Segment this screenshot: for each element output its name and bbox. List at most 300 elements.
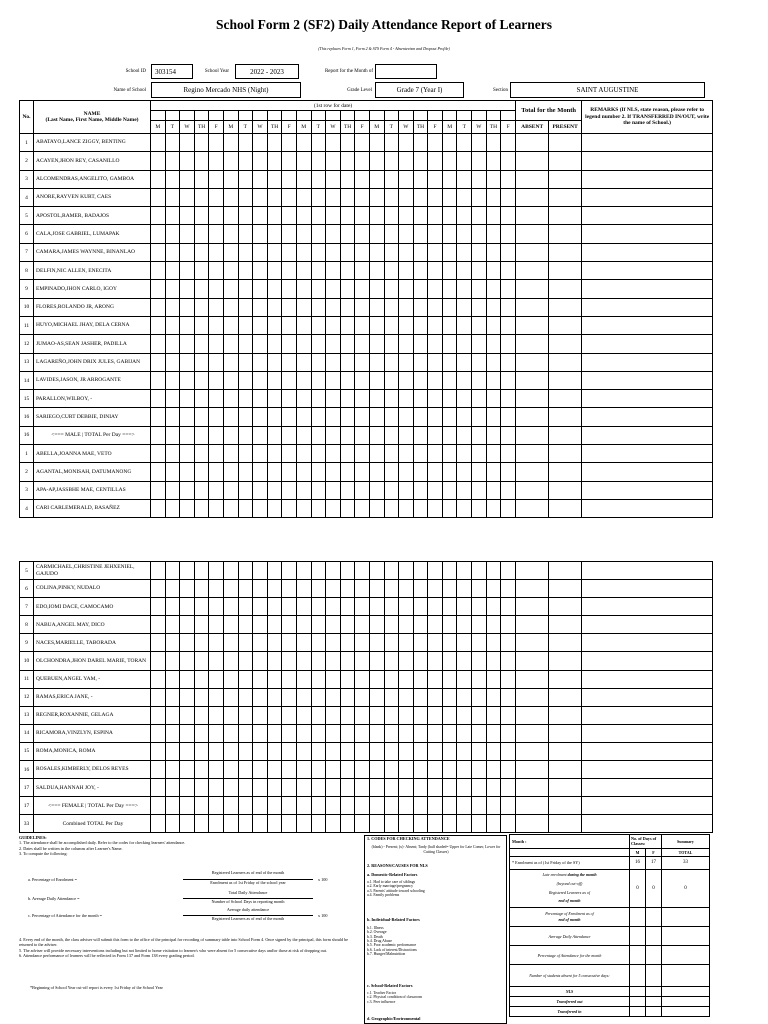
- total-cell[interactable]: [549, 316, 582, 334]
- attendance-cell[interactable]: [486, 634, 501, 652]
- attendance-cell[interactable]: [369, 724, 384, 742]
- attendance-cell[interactable]: [151, 634, 166, 652]
- attendance-cell[interactable]: [355, 243, 370, 261]
- attendance-cell[interactable]: [238, 390, 253, 408]
- total-cell[interactable]: [515, 761, 548, 779]
- attendance-cell[interactable]: [369, 170, 384, 188]
- attendance-cell[interactable]: [340, 316, 355, 334]
- attendance-cell[interactable]: [472, 562, 487, 580]
- attendance-cell[interactable]: [384, 445, 399, 463]
- attendance-cell[interactable]: [296, 371, 311, 389]
- attendance-cell[interactable]: [355, 499, 370, 517]
- attendance-cell[interactable]: [428, 761, 443, 779]
- date-cell[interactable]: [223, 111, 238, 121]
- attendance-cell[interactable]: [486, 335, 501, 353]
- attendance-cell[interactable]: [223, 761, 238, 779]
- attendance-cell[interactable]: [194, 170, 209, 188]
- attendance-cell[interactable]: [326, 652, 341, 670]
- attendance-cell[interactable]: [384, 724, 399, 742]
- attendance-cell[interactable]: [311, 225, 326, 243]
- attendance-cell[interactable]: [457, 390, 472, 408]
- attendance-cell[interactable]: [311, 580, 326, 598]
- attendance-cell[interactable]: [151, 652, 166, 670]
- attendance-cell[interactable]: [282, 724, 297, 742]
- attendance-cell[interactable]: [355, 761, 370, 779]
- attendance-cell[interactable]: [486, 742, 501, 760]
- date-cell[interactable]: [238, 111, 253, 121]
- remarks-cell[interactable]: [582, 207, 713, 225]
- attendance-cell[interactable]: [165, 371, 180, 389]
- attendance-cell[interactable]: [194, 188, 209, 206]
- attendance-cell[interactable]: [165, 280, 180, 298]
- attendance-cell[interactable]: [355, 335, 370, 353]
- attendance-cell[interactable]: [282, 316, 297, 334]
- attendance-cell[interactable]: [238, 779, 253, 797]
- attendance-cell[interactable]: [296, 742, 311, 760]
- attendance-cell[interactable]: [296, 353, 311, 371]
- attendance-cell[interactable]: [472, 742, 487, 760]
- attendance-cell[interactable]: [238, 134, 253, 152]
- attendance-cell[interactable]: [282, 243, 297, 261]
- attendance-cell[interactable]: [267, 670, 282, 688]
- attendance-cell[interactable]: [355, 152, 370, 170]
- attendance-cell[interactable]: [326, 316, 341, 334]
- attendance-cell[interactable]: [326, 134, 341, 152]
- total-cell[interactable]: [516, 390, 549, 408]
- remarks-cell[interactable]: [582, 243, 713, 261]
- total-cell[interactable]: [549, 188, 582, 206]
- attendance-cell[interactable]: [238, 742, 253, 760]
- attendance-cell[interactable]: [253, 499, 268, 517]
- attendance-cell[interactable]: [384, 706, 399, 724]
- attendance-cell[interactable]: [399, 580, 414, 598]
- attendance-cell[interactable]: [399, 616, 414, 634]
- attendance-cell[interactable]: [165, 225, 180, 243]
- attendance-cell[interactable]: [340, 688, 355, 706]
- attendance-cell[interactable]: [486, 724, 501, 742]
- attendance-cell[interactable]: [326, 152, 341, 170]
- attendance-cell[interactable]: [369, 598, 384, 616]
- attendance-cell[interactable]: [355, 371, 370, 389]
- attendance-cell[interactable]: [413, 797, 428, 815]
- attendance-cell[interactable]: [282, 225, 297, 243]
- attendance-cell[interactable]: [457, 188, 472, 206]
- attendance-cell[interactable]: [282, 761, 297, 779]
- attendance-cell[interactable]: [399, 634, 414, 652]
- attendance-cell[interactable]: [355, 598, 370, 616]
- attendance-cell[interactable]: [355, 353, 370, 371]
- attendance-cell[interactable]: [501, 243, 516, 261]
- attendance-cell[interactable]: [384, 243, 399, 261]
- attendance-cell[interactable]: [296, 262, 311, 280]
- attendance-cell[interactable]: [151, 724, 166, 742]
- attendance-cell[interactable]: [486, 280, 501, 298]
- attendance-cell[interactable]: [282, 298, 297, 316]
- attendance-cell[interactable]: [326, 598, 341, 616]
- attendance-cell[interactable]: [282, 815, 297, 833]
- attendance-cell[interactable]: [442, 562, 457, 580]
- total-cell[interactable]: [548, 706, 581, 724]
- total-cell[interactable]: [515, 670, 548, 688]
- attendance-cell[interactable]: [384, 779, 399, 797]
- attendance-cell[interactable]: [180, 481, 195, 499]
- attendance-cell[interactable]: [399, 426, 414, 444]
- attendance-cell[interactable]: [180, 371, 195, 389]
- attendance-cell[interactable]: [369, 188, 384, 206]
- attendance-cell[interactable]: [180, 298, 195, 316]
- attendance-cell[interactable]: [253, 243, 268, 261]
- attendance-cell[interactable]: [296, 481, 311, 499]
- attendance-cell[interactable]: [238, 706, 253, 724]
- attendance-cell[interactable]: [151, 298, 166, 316]
- attendance-cell[interactable]: [457, 616, 472, 634]
- attendance-cell[interactable]: [326, 243, 341, 261]
- attendance-cell[interactable]: [340, 815, 355, 833]
- attendance-cell[interactable]: [486, 207, 501, 225]
- attendance-cell[interactable]: [457, 724, 472, 742]
- attendance-cell[interactable]: [486, 445, 501, 463]
- attendance-cell[interactable]: [253, 152, 268, 170]
- attendance-cell[interactable]: [194, 152, 209, 170]
- attendance-cell[interactable]: [165, 742, 180, 760]
- attendance-cell[interactable]: [282, 797, 297, 815]
- attendance-cell[interactable]: [311, 706, 326, 724]
- attendance-cell[interactable]: [428, 426, 443, 444]
- attendance-cell[interactable]: [296, 562, 311, 580]
- attendance-cell[interactable]: [369, 207, 384, 225]
- attendance-cell[interactable]: [267, 335, 282, 353]
- attendance-cell[interactable]: [253, 353, 268, 371]
- attendance-cell[interactable]: [457, 463, 472, 481]
- attendance-cell[interactable]: [151, 426, 166, 444]
- attendance-cell[interactable]: [457, 562, 472, 580]
- attendance-cell[interactable]: [472, 706, 487, 724]
- attendance-cell[interactable]: [180, 742, 195, 760]
- attendance-cell[interactable]: [472, 616, 487, 634]
- attendance-cell[interactable]: [209, 445, 224, 463]
- attendance-cell[interactable]: [151, 262, 166, 280]
- attendance-cell[interactable]: [501, 706, 516, 724]
- total-cell[interactable]: [515, 562, 548, 580]
- attendance-cell[interactable]: [194, 335, 209, 353]
- remarks-cell[interactable]: [582, 371, 713, 389]
- attendance-cell[interactable]: [165, 134, 180, 152]
- attendance-cell[interactable]: [296, 170, 311, 188]
- attendance-cell[interactable]: [194, 724, 209, 742]
- attendance-cell[interactable]: [165, 170, 180, 188]
- total-cell[interactable]: [515, 742, 548, 760]
- attendance-cell[interactable]: [180, 170, 195, 188]
- attendance-cell[interactable]: [501, 426, 516, 444]
- attendance-cell[interactable]: [223, 298, 238, 316]
- attendance-cell[interactable]: [428, 371, 443, 389]
- attendance-cell[interactable]: [311, 335, 326, 353]
- attendance-cell[interactable]: [457, 634, 472, 652]
- attendance-cell[interactable]: [457, 225, 472, 243]
- attendance-cell[interactable]: [296, 724, 311, 742]
- attendance-cell[interactable]: [413, 152, 428, 170]
- attendance-cell[interactable]: [296, 134, 311, 152]
- attendance-cell[interactable]: [253, 742, 268, 760]
- attendance-cell[interactable]: [267, 316, 282, 334]
- attendance-cell[interactable]: [223, 225, 238, 243]
- total-cell[interactable]: [515, 706, 548, 724]
- attendance-cell[interactable]: [369, 634, 384, 652]
- attendance-cell[interactable]: [399, 706, 414, 724]
- attendance-cell[interactable]: [340, 243, 355, 261]
- attendance-cell[interactable]: [223, 779, 238, 797]
- attendance-cell[interactable]: [369, 408, 384, 426]
- total-cell[interactable]: [549, 243, 582, 261]
- attendance-cell[interactable]: [355, 706, 370, 724]
- total-cell[interactable]: [516, 481, 549, 499]
- attendance-cell[interactable]: [209, 390, 224, 408]
- attendance-cell[interactable]: [472, 371, 487, 389]
- attendance-cell[interactable]: [457, 243, 472, 261]
- attendance-cell[interactable]: [501, 463, 516, 481]
- attendance-cell[interactable]: [296, 445, 311, 463]
- attendance-cell[interactable]: [180, 688, 195, 706]
- attendance-cell[interactable]: [223, 742, 238, 760]
- attendance-cell[interactable]: [340, 598, 355, 616]
- attendance-cell[interactable]: [296, 298, 311, 316]
- attendance-cell[interactable]: [209, 353, 224, 371]
- total-cell[interactable]: [515, 598, 548, 616]
- attendance-cell[interactable]: [267, 188, 282, 206]
- attendance-cell[interactable]: [428, 280, 443, 298]
- attendance-cell[interactable]: [194, 207, 209, 225]
- attendance-cell[interactable]: [457, 408, 472, 426]
- attendance-cell[interactable]: [223, 243, 238, 261]
- attendance-cell[interactable]: [194, 316, 209, 334]
- attendance-cell[interactable]: [369, 316, 384, 334]
- attendance-cell[interactable]: [355, 634, 370, 652]
- attendance-cell[interactable]: [384, 134, 399, 152]
- attendance-cell[interactable]: [340, 408, 355, 426]
- remarks-cell[interactable]: [582, 353, 713, 371]
- attendance-cell[interactable]: [180, 463, 195, 481]
- attendance-cell[interactable]: [442, 797, 457, 815]
- attendance-cell[interactable]: [428, 598, 443, 616]
- attendance-cell[interactable]: [267, 724, 282, 742]
- attendance-cell[interactable]: [151, 445, 166, 463]
- date-cell[interactable]: [457, 111, 472, 121]
- attendance-cell[interactable]: [501, 353, 516, 371]
- attendance-cell[interactable]: [442, 616, 457, 634]
- attendance-cell[interactable]: [238, 634, 253, 652]
- date-cell[interactable]: [355, 111, 370, 121]
- attendance-cell[interactable]: [340, 445, 355, 463]
- date-cell[interactable]: [282, 111, 297, 121]
- attendance-cell[interactable]: [180, 499, 195, 517]
- attendance-cell[interactable]: [180, 188, 195, 206]
- attendance-cell[interactable]: [355, 670, 370, 688]
- date-cell[interactable]: [472, 111, 487, 121]
- attendance-cell[interactable]: [326, 353, 341, 371]
- attendance-cell[interactable]: [209, 426, 224, 444]
- attendance-cell[interactable]: [180, 426, 195, 444]
- attendance-cell[interactable]: [223, 634, 238, 652]
- attendance-cell[interactable]: [282, 134, 297, 152]
- attendance-cell[interactable]: [413, 670, 428, 688]
- attendance-cell[interactable]: [238, 335, 253, 353]
- remarks-cell[interactable]: [582, 316, 713, 334]
- attendance-cell[interactable]: [209, 742, 224, 760]
- attendance-cell[interactable]: [399, 598, 414, 616]
- attendance-cell[interactable]: [296, 797, 311, 815]
- remarks-cell[interactable]: [581, 634, 712, 652]
- attendance-cell[interactable]: [340, 481, 355, 499]
- attendance-cell[interactable]: [238, 580, 253, 598]
- attendance-cell[interactable]: [442, 262, 457, 280]
- attendance-cell[interactable]: [311, 562, 326, 580]
- attendance-cell[interactable]: [355, 779, 370, 797]
- attendance-cell[interactable]: [442, 499, 457, 517]
- attendance-cell[interactable]: [180, 262, 195, 280]
- attendance-cell[interactable]: [311, 652, 326, 670]
- attendance-cell[interactable]: [180, 207, 195, 225]
- total-cell[interactable]: [516, 152, 549, 170]
- attendance-cell[interactable]: [457, 670, 472, 688]
- attendance-cell[interactable]: [340, 335, 355, 353]
- total-cell[interactable]: [516, 280, 549, 298]
- attendance-cell[interactable]: [223, 706, 238, 724]
- attendance-cell[interactable]: [253, 463, 268, 481]
- attendance-cell[interactable]: [355, 616, 370, 634]
- attendance-cell[interactable]: [238, 316, 253, 334]
- attendance-cell[interactable]: [151, 706, 166, 724]
- attendance-cell[interactable]: [369, 463, 384, 481]
- attendance-cell[interactable]: [282, 742, 297, 760]
- attendance-cell[interactable]: [369, 371, 384, 389]
- attendance-cell[interactable]: [180, 353, 195, 371]
- attendance-cell[interactable]: [442, 390, 457, 408]
- attendance-cell[interactable]: [311, 316, 326, 334]
- attendance-cell[interactable]: [369, 280, 384, 298]
- attendance-cell[interactable]: [282, 634, 297, 652]
- attendance-cell[interactable]: [428, 499, 443, 517]
- attendance-cell[interactable]: [238, 797, 253, 815]
- attendance-cell[interactable]: [282, 170, 297, 188]
- attendance-cell[interactable]: [180, 562, 195, 580]
- attendance-cell[interactable]: [180, 316, 195, 334]
- attendance-cell[interactable]: [340, 170, 355, 188]
- attendance-cell[interactable]: [223, 262, 238, 280]
- attendance-cell[interactable]: [151, 134, 166, 152]
- attendance-cell[interactable]: [399, 207, 414, 225]
- attendance-cell[interactable]: [282, 390, 297, 408]
- attendance-cell[interactable]: [340, 371, 355, 389]
- report-month-field[interactable]: [375, 64, 437, 79]
- attendance-cell[interactable]: [442, 481, 457, 499]
- attendance-cell[interactable]: [194, 652, 209, 670]
- attendance-cell[interactable]: [326, 499, 341, 517]
- attendance-cell[interactable]: [180, 390, 195, 408]
- attendance-cell[interactable]: [296, 499, 311, 517]
- attendance-cell[interactable]: [311, 207, 326, 225]
- attendance-cell[interactable]: [355, 580, 370, 598]
- attendance-cell[interactable]: [223, 499, 238, 517]
- attendance-cell[interactable]: [282, 652, 297, 670]
- attendance-cell[interactable]: [223, 280, 238, 298]
- attendance-cell[interactable]: [194, 390, 209, 408]
- attendance-cell[interactable]: [165, 353, 180, 371]
- attendance-cell[interactable]: [223, 797, 238, 815]
- attendance-cell[interactable]: [486, 390, 501, 408]
- attendance-cell[interactable]: [413, 580, 428, 598]
- attendance-cell[interactable]: [326, 445, 341, 463]
- attendance-cell[interactable]: [326, 371, 341, 389]
- attendance-cell[interactable]: [253, 562, 268, 580]
- attendance-cell[interactable]: [253, 134, 268, 152]
- total-cell[interactable]: [548, 652, 581, 670]
- attendance-cell[interactable]: [413, 634, 428, 652]
- remarks-cell[interactable]: [581, 688, 712, 706]
- attendance-cell[interactable]: [355, 280, 370, 298]
- attendance-cell[interactable]: [238, 280, 253, 298]
- attendance-cell[interactable]: [399, 225, 414, 243]
- attendance-cell[interactable]: [457, 445, 472, 463]
- remarks-cell[interactable]: [581, 580, 712, 598]
- attendance-cell[interactable]: [486, 298, 501, 316]
- date-cell[interactable]: [340, 111, 355, 121]
- attendance-cell[interactable]: [340, 724, 355, 742]
- attendance-cell[interactable]: [151, 280, 166, 298]
- attendance-cell[interactable]: [326, 634, 341, 652]
- attendance-cell[interactable]: [209, 298, 224, 316]
- attendance-cell[interactable]: [442, 280, 457, 298]
- attendance-cell[interactable]: [194, 353, 209, 371]
- remarks-cell[interactable]: [581, 797, 712, 815]
- total-cell[interactable]: [516, 225, 549, 243]
- attendance-cell[interactable]: [282, 408, 297, 426]
- attendance-cell[interactable]: [413, 298, 428, 316]
- attendance-cell[interactable]: [486, 562, 501, 580]
- attendance-cell[interactable]: [282, 426, 297, 444]
- attendance-cell[interactable]: [296, 815, 311, 833]
- attendance-cell[interactable]: [194, 298, 209, 316]
- attendance-cell[interactable]: [413, 426, 428, 444]
- attendance-cell[interactable]: [413, 335, 428, 353]
- attendance-cell[interactable]: [326, 742, 341, 760]
- attendance-cell[interactable]: [457, 207, 472, 225]
- attendance-cell[interactable]: [457, 170, 472, 188]
- total-cell[interactable]: [516, 463, 549, 481]
- total-cell[interactable]: [549, 353, 582, 371]
- attendance-cell[interactable]: [311, 298, 326, 316]
- attendance-cell[interactable]: [238, 188, 253, 206]
- attendance-cell[interactable]: [194, 243, 209, 261]
- attendance-cell[interactable]: [340, 562, 355, 580]
- attendance-cell[interactable]: [282, 706, 297, 724]
- attendance-cell[interactable]: [326, 298, 341, 316]
- attendance-cell[interactable]: [442, 371, 457, 389]
- attendance-cell[interactable]: [486, 152, 501, 170]
- attendance-cell[interactable]: [326, 280, 341, 298]
- attendance-cell[interactable]: [223, 353, 238, 371]
- attendance-cell[interactable]: [267, 207, 282, 225]
- remarks-cell[interactable]: [582, 134, 713, 152]
- total-cell[interactable]: [548, 742, 581, 760]
- attendance-cell[interactable]: [501, 670, 516, 688]
- attendance-cell[interactable]: [442, 335, 457, 353]
- attendance-cell[interactable]: [311, 390, 326, 408]
- attendance-cell[interactable]: [194, 371, 209, 389]
- attendance-cell[interactable]: [355, 390, 370, 408]
- attendance-cell[interactable]: [180, 670, 195, 688]
- total-cell[interactable]: [515, 815, 548, 833]
- attendance-cell[interactable]: [151, 616, 166, 634]
